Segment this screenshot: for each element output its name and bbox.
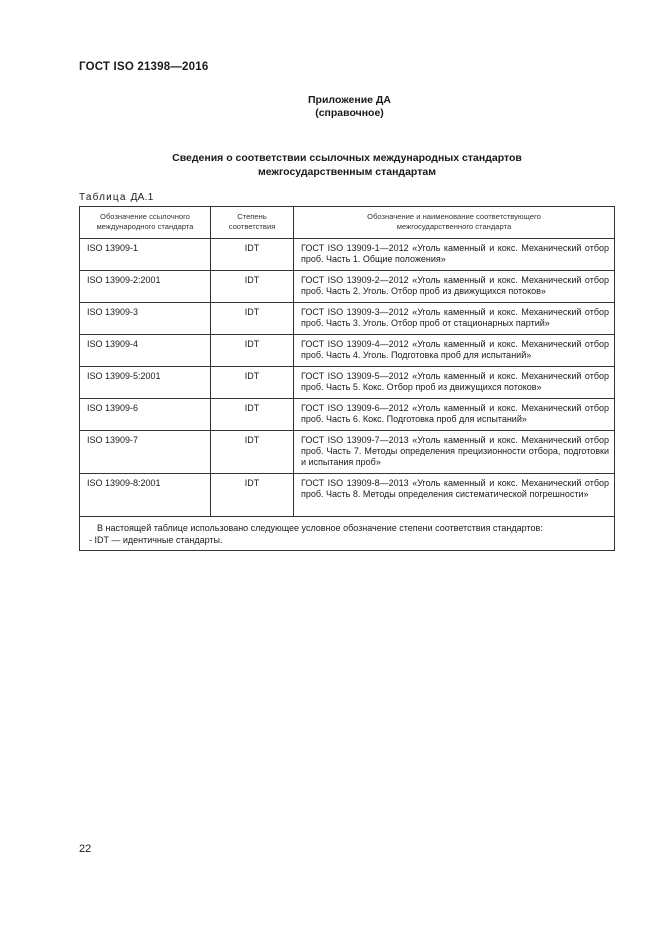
section-title bbox=[80, 152, 614, 179]
cell-degree: IDT bbox=[211, 271, 294, 303]
table-row bbox=[80, 431, 615, 474]
table-note-line2: - IDT — идентичные стандарты. bbox=[89, 535, 223, 545]
table-row bbox=[80, 335, 615, 367]
section-title-line2: межгосударственным стандартам bbox=[258, 165, 436, 178]
cell-intl-standard: ISO 13909-3 bbox=[80, 303, 211, 335]
header-gost-line1: Обозначение и наименование соответствующего bbox=[367, 212, 541, 221]
cell-degree: IDT bbox=[211, 431, 294, 474]
standards-table bbox=[79, 206, 615, 551]
table-note-row bbox=[80, 517, 615, 551]
header-gost-standard bbox=[294, 207, 615, 239]
table-row bbox=[80, 239, 615, 271]
header-intl-line1: Обозначение ссылочного bbox=[100, 212, 190, 221]
cell-degree: IDT bbox=[211, 474, 294, 517]
table-row bbox=[80, 303, 615, 335]
cell-gost-standard: ГОСТ ISO 13909-7—2013 «Уголь каменный и кокс. Механический отбор проб. Часть 7. Методы определения прецизионности отбора, подготовки и испытания проб» bbox=[294, 431, 615, 474]
cell-degree: IDT bbox=[211, 399, 294, 431]
table-caption bbox=[79, 192, 154, 203]
cell-gost-standard: ГОСТ ISO 13909-8—2013 «Уголь каменный и кокс. Механический отбор проб. Часть 8. Методы определения систематической погрешности» bbox=[294, 474, 615, 517]
cell-gost-standard: ГОСТ ISO 13909-6—2012 «Уголь каменный и кокс. Механический отбор проб. Часть 6. Кокс. Подготовка проб для испытаний» bbox=[294, 399, 615, 431]
cell-degree: IDT bbox=[211, 335, 294, 367]
cell-intl-standard: ISO 13909-4 bbox=[80, 335, 211, 367]
cell-degree: IDT bbox=[211, 367, 294, 399]
table-note bbox=[80, 517, 615, 551]
header-degree-line2: соответствия bbox=[228, 222, 276, 231]
table-row bbox=[80, 399, 615, 431]
appendix-title: Приложение ДА bbox=[308, 94, 391, 106]
cell-gost-standard: ГОСТ ISO 13909-3—2012 «Уголь каменный и кокс. Механический отбор проб. Часть 3. Уголь. Отбор проб от стационарных партий» bbox=[294, 303, 615, 335]
appendix-heading bbox=[0, 94, 661, 120]
cell-gost-standard: ГОСТ ISO 13909-2—2012 «Уголь каменный и кокс. Механический отбор проб. Часть 2. Уголь. Отбор проб из движущихся потоков» bbox=[294, 271, 615, 303]
cell-gost-standard: ГОСТ ISO 13909-5—2012 «Уголь каменный и кокс. Механический отбор проб. Часть 5. Кокс. Отбор проб из движущихся потоков» bbox=[294, 367, 615, 399]
cell-intl-standard: ISO 13909-5:2001 bbox=[80, 367, 211, 399]
cell-intl-standard: ISO 13909-8:2001 bbox=[80, 474, 211, 517]
table-caption-number: ДА.1 bbox=[130, 192, 154, 203]
page-number: 22 bbox=[79, 843, 92, 855]
section-title-line1: Сведения о соответствии ссылочных международных стандартов bbox=[172, 152, 522, 164]
header-gost-line2: межгосударственного стандарта bbox=[396, 222, 512, 231]
header-degree-line1: Степень bbox=[237, 212, 267, 221]
cell-degree: IDT bbox=[211, 239, 294, 271]
table-note-line1: В настоящей таблице использовано следующее условное обозначение степени соответствия стандартов: bbox=[97, 523, 543, 533]
header-intl-standard bbox=[80, 207, 211, 239]
table-caption-label: Таблица bbox=[79, 192, 127, 203]
table-row bbox=[80, 271, 615, 303]
cell-gost-standard: ГОСТ ISO 13909-1—2012 «Уголь каменный и кокс. Механический отбор проб. Часть 1. Общие положения» bbox=[294, 239, 615, 271]
table-row bbox=[80, 474, 615, 517]
header-degree bbox=[211, 207, 294, 239]
document-code: ГОСТ ISO 21398—2016 bbox=[79, 61, 209, 73]
table-header-row bbox=[80, 207, 615, 239]
cell-intl-standard: ISO 13909-6 bbox=[80, 399, 211, 431]
cell-intl-standard: ISO 13909-7 bbox=[80, 431, 211, 474]
table-row bbox=[80, 367, 615, 399]
cell-degree: IDT bbox=[211, 303, 294, 335]
cell-intl-standard: ISO 13909-1 bbox=[80, 239, 211, 271]
cell-intl-standard: ISO 13909-2:2001 bbox=[80, 271, 211, 303]
cell-gost-standard: ГОСТ ISO 13909-4—2012 «Уголь каменный и кокс. Механический отбор проб. Часть 4. Уголь. Подготовка проб для испытаний» bbox=[294, 335, 615, 367]
header-intl-line2: международного стандарта bbox=[96, 222, 194, 231]
appendix-subtitle: (справочное) bbox=[315, 107, 384, 119]
